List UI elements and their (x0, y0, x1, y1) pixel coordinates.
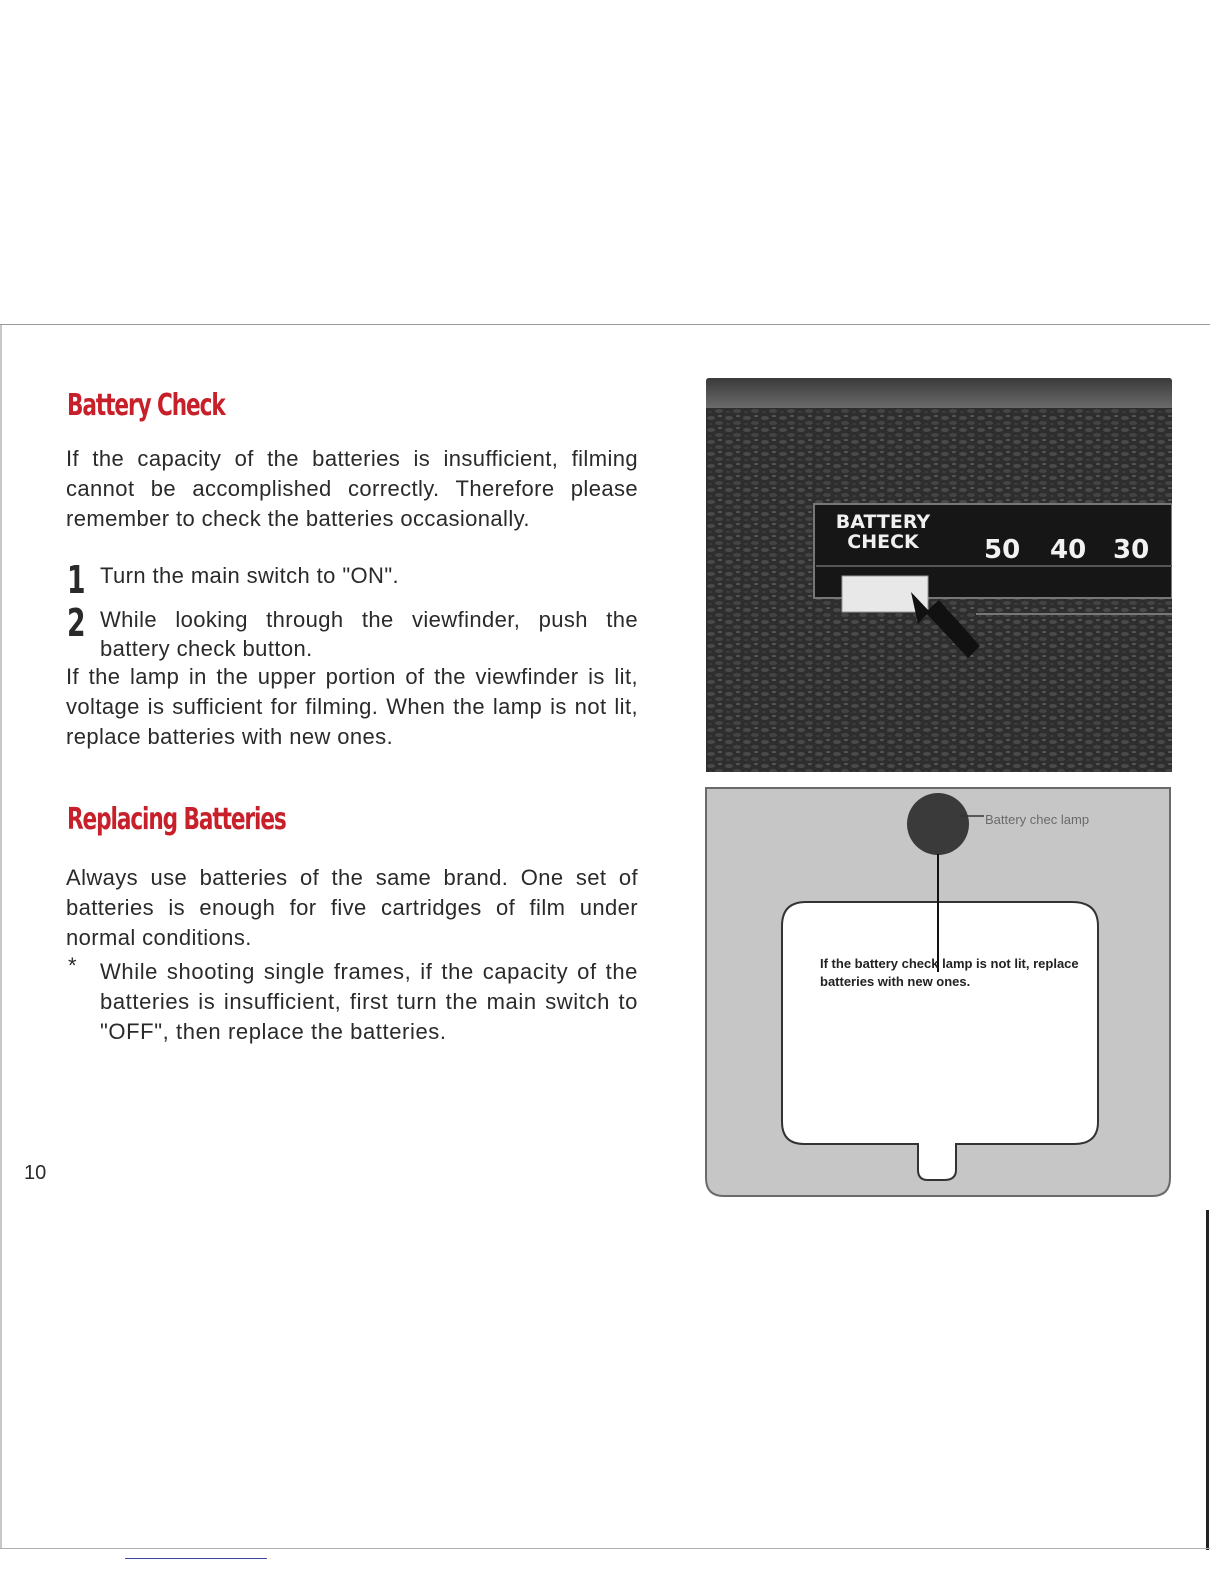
page-number: 10 (24, 1162, 47, 1184)
panel-label-line-2: CHECK (847, 531, 919, 553)
replacing-batteries-heading: Replacing Batteries (67, 802, 286, 837)
note-marker: * (68, 953, 77, 978)
panel-label-line-1: BATTERY (835, 511, 931, 533)
lamp-label: Battery chec lamp (985, 812, 1090, 827)
battery-check-intro: If the capacity of the batteries is insufficient, filming cannot be accomplished correctly. Therefore please remember to check the batteries occasionally. (66, 446, 638, 531)
camera-photo (706, 378, 1172, 772)
left-edge (0, 325, 2, 1548)
battery-check-heading: Battery Check (67, 388, 225, 423)
replacing-batteries-body: Always use batteries of the same brand. One set of batteries is enough for five cartridges of film under normal conditions. (66, 865, 638, 950)
battery-check-result: If the lamp in the upper portion of the viewfinder is lit, voltage is sufficient for filming. When the lamp is not lit, replace batteries with new ones. (66, 664, 638, 749)
battery-check-lamp (907, 793, 969, 855)
step-2-text: While looking through the viewfinder, push the battery check button. (100, 607, 638, 661)
step-1-text: Turn the main switch to "ON". (100, 563, 400, 588)
scale-value-50: 50 (984, 535, 1021, 565)
scale-value-30: 30 (1113, 535, 1150, 565)
right-edge (1206, 1210, 1209, 1550)
step-1-number: 1 (67, 558, 86, 602)
bottom-rule (0, 1548, 1210, 1549)
replacing-batteries-note: While shooting single frames, if the capacity of the batteries is insufficient, first turn the main switch to "OFF", then replace the batteries. (100, 959, 638, 1044)
viewfinder-diagram (704, 786, 1172, 1198)
scale-value-40: 40 (1050, 535, 1087, 565)
battery-check-panel-label (818, 512, 948, 552)
camera-photo-graphic (706, 378, 1172, 772)
footer-underline (125, 1558, 267, 1559)
step-2-number: 2 (67, 601, 86, 645)
diagram-caption: If the battery check lamp is not lit, replace batteries with new ones. (820, 956, 1079, 989)
top-rule (0, 324, 1210, 325)
